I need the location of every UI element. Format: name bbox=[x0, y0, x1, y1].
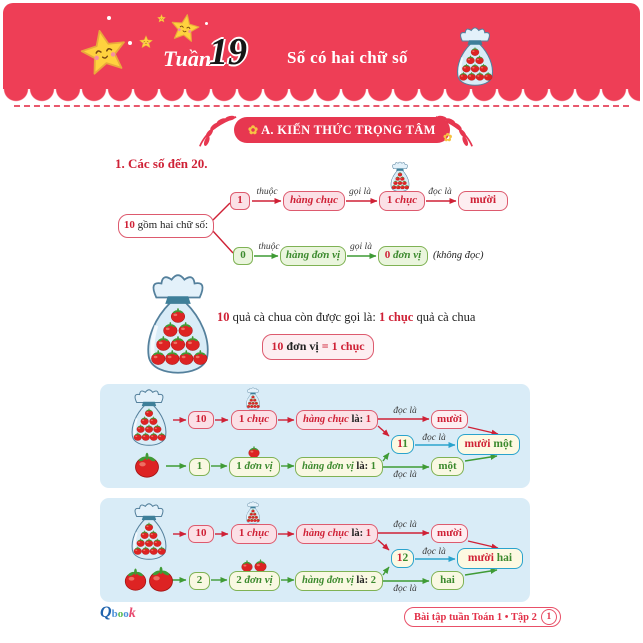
place-box bbox=[296, 410, 378, 430]
unit-number: 1 bbox=[238, 413, 245, 425]
statement-number: 10 bbox=[217, 310, 230, 324]
place-box bbox=[296, 524, 378, 544]
combined-number-box bbox=[391, 435, 414, 454]
tomato-icon bbox=[253, 558, 268, 572]
logo-letter: b bbox=[111, 608, 118, 620]
arrow-label: thuộc bbox=[258, 242, 280, 252]
page-number: 1 bbox=[541, 609, 557, 625]
combined-word-box bbox=[457, 434, 520, 455]
unit-word: chục bbox=[244, 527, 270, 539]
book-title: Bài tập tuần Toán 1 • Tập 2 bbox=[414, 611, 537, 623]
count-box: 10 bbox=[188, 411, 214, 429]
tens-digit-box: 1 bbox=[230, 192, 250, 210]
unit-number: 1 bbox=[238, 527, 245, 539]
source-box bbox=[118, 214, 214, 238]
arrow-label: đọc là bbox=[393, 520, 417, 530]
place-word: hàng chục bbox=[303, 528, 349, 539]
tens-place-box: hàng chục bbox=[283, 191, 345, 211]
equivalence-box bbox=[262, 334, 374, 360]
combined-number-box bbox=[391, 549, 414, 568]
count-box: 2 bbox=[189, 572, 210, 590]
unit-word: chục bbox=[392, 194, 418, 206]
logo-letter: Q bbox=[100, 604, 112, 621]
unit-box bbox=[231, 410, 277, 430]
tomato-bag-icon bbox=[242, 387, 264, 410]
word-ones: hai bbox=[493, 552, 513, 564]
lesson-heading: 1. Các số đến 20. bbox=[115, 156, 208, 171]
arrow-label: gọi là bbox=[349, 187, 371, 197]
arrow-label: gọi là bbox=[350, 242, 372, 252]
logo-letter: o bbox=[123, 608, 129, 620]
place-digit: 1 bbox=[365, 528, 371, 539]
place-digit: 2 bbox=[370, 575, 376, 586]
tens-read-box: mười bbox=[458, 191, 508, 211]
arrow-label: đọc là bbox=[393, 584, 417, 594]
unit-number: 1 bbox=[236, 460, 242, 472]
book-title-badge bbox=[404, 607, 561, 627]
la-word: là: bbox=[353, 575, 371, 586]
read-box: mười bbox=[431, 410, 468, 429]
source-number: 10 bbox=[123, 219, 135, 231]
unit-word: đơn vị bbox=[390, 249, 422, 261]
unit-number: 1 bbox=[386, 194, 393, 206]
statement-part: quả cà chua bbox=[413, 310, 476, 324]
la-word: là: bbox=[353, 461, 371, 472]
tomato-icon bbox=[146, 564, 176, 592]
read-box: một bbox=[431, 457, 464, 476]
publisher-logo bbox=[100, 604, 136, 622]
read-box: hai bbox=[431, 571, 464, 590]
place-word: hàng đơn vị bbox=[302, 461, 354, 472]
unit-number: 0 bbox=[384, 249, 391, 261]
place-digit: 1 bbox=[370, 461, 376, 472]
week-label: Tuần bbox=[163, 46, 212, 71]
ones-unit-box bbox=[378, 246, 428, 266]
unit-box bbox=[229, 457, 280, 477]
equiv-number: 10 bbox=[271, 339, 284, 353]
arrow-label: đọc là bbox=[422, 433, 446, 443]
unit-word: đơn vị bbox=[241, 460, 273, 472]
tomato-bag-icon bbox=[242, 501, 264, 524]
unit-box bbox=[229, 571, 280, 591]
place-digit: 1 bbox=[365, 414, 371, 425]
read-box: mười bbox=[431, 524, 468, 543]
equiv-equals: = bbox=[321, 339, 332, 353]
unit-box bbox=[231, 524, 277, 544]
la-word: là: bbox=[348, 528, 366, 539]
count-box: 10 bbox=[188, 525, 214, 543]
la-word: là: bbox=[348, 414, 366, 425]
tomato-icon bbox=[122, 566, 149, 591]
combined-tens-digit: 1 bbox=[396, 552, 403, 564]
arrow-label: thuộc bbox=[256, 187, 278, 197]
tomato-bag-icon bbox=[384, 161, 416, 192]
logo-letter: k bbox=[128, 606, 136, 621]
tomato-bag-icon bbox=[126, 388, 172, 446]
combined-ones-digit: 1 bbox=[402, 438, 408, 450]
equiv-unit-word: đơn vị bbox=[283, 339, 322, 353]
statement-text bbox=[217, 310, 475, 325]
combined-tens-digit: 1 bbox=[397, 438, 403, 450]
unit-word: chục bbox=[244, 413, 270, 425]
arrow-label: đọc là bbox=[428, 187, 452, 197]
word-tens: mười bbox=[464, 438, 491, 450]
week-number: 19 bbox=[209, 31, 247, 73]
arrow-label: đọc là bbox=[422, 547, 446, 557]
logo-letter: o bbox=[117, 608, 124, 620]
word-tens: mười bbox=[467, 552, 494, 564]
ones-note: (không đọc) bbox=[433, 250, 484, 261]
place-box bbox=[295, 457, 383, 477]
section-badge-label: A. KIẾN THỨC TRỌNG TÂM bbox=[261, 123, 436, 137]
unit-number: 2 bbox=[236, 574, 242, 586]
count-box: 1 bbox=[189, 458, 210, 476]
equiv-result: 1 chục bbox=[331, 339, 365, 353]
page-title: Số có hai chữ số bbox=[287, 48, 408, 67]
ones-digit-box: 0 bbox=[233, 247, 253, 265]
arrow-label: đọc là bbox=[393, 406, 417, 416]
combined-word-box bbox=[457, 548, 523, 569]
flower-icon: ✿ bbox=[248, 123, 259, 137]
ones-place-box: hàng đơn vị bbox=[280, 246, 346, 266]
tomato-icon bbox=[132, 450, 162, 478]
word-ones: một bbox=[490, 438, 513, 450]
place-word: hàng chục bbox=[303, 414, 349, 425]
source-text: gồm hai chữ số: bbox=[134, 219, 209, 231]
combined-ones-digit: 2 bbox=[402, 552, 409, 564]
tomato-bag-image bbox=[136, 272, 220, 374]
statement-unit: 1 chục bbox=[378, 310, 414, 324]
flower-icon: ✿ bbox=[443, 132, 453, 144]
statement-part: quả cà chua còn được gọi là: bbox=[229, 310, 379, 324]
unit-word: đơn vị bbox=[241, 574, 273, 586]
arrow-label: đọc là bbox=[393, 470, 417, 480]
place-box bbox=[295, 571, 383, 591]
tomato-bag-icon bbox=[126, 502, 172, 560]
place-word: hàng đơn vị bbox=[302, 575, 354, 586]
tens-unit-box bbox=[379, 191, 425, 211]
